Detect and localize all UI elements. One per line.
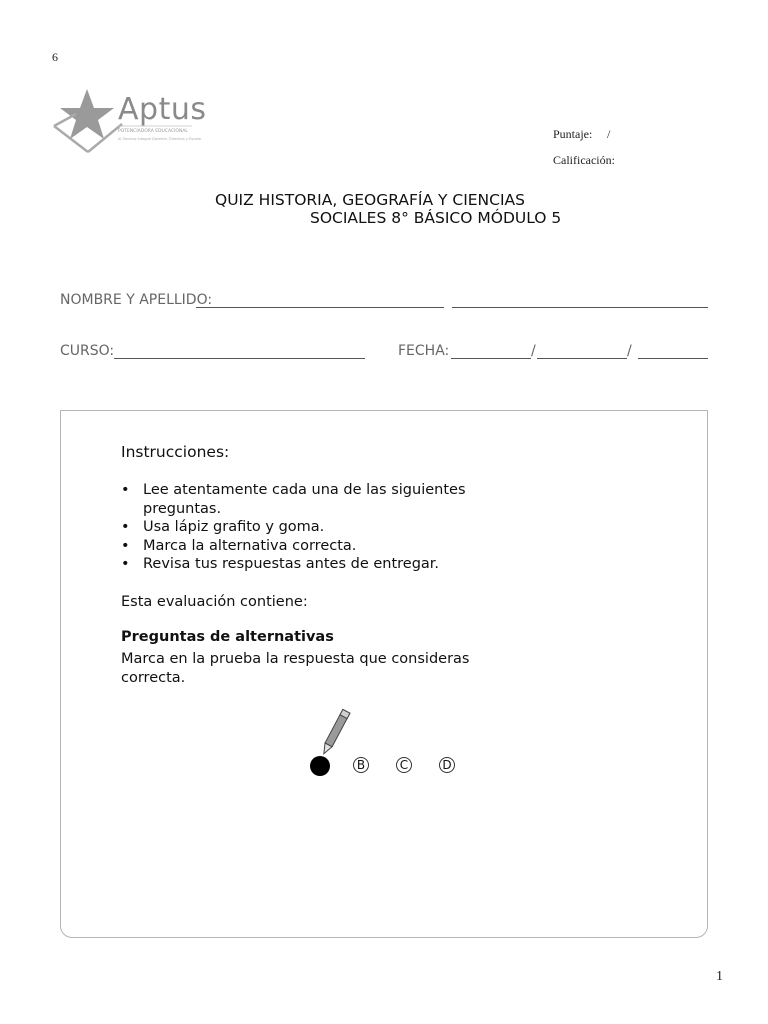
date-month-field[interactable]: [537, 358, 627, 359]
option-d[interactable]: D: [439, 757, 455, 773]
date-field-label: FECHA:: [398, 343, 450, 359]
pencil-icon: [316, 705, 356, 761]
section-text: Marca en la prueba la respuesta que consideras correcta.: [121, 651, 470, 686]
date-day-field[interactable]: [451, 358, 531, 359]
name-field[interactable]: [196, 307, 444, 308]
section-heading: Preguntas de alternativas: [121, 629, 334, 645]
grade-label: Calificación:: [553, 153, 615, 167]
instruction-text: Lee atentamente cada una de las siguientes preguntas.: [143, 482, 466, 517]
page-number-top: 6: [52, 50, 58, 64]
logo-subtagline: Al Servicio Integral Docente, Directivo y Escolar: [118, 137, 202, 141]
list-item: [121, 555, 521, 574]
logo-tagline: POTENCIADORA EDUCACIONAL: [118, 129, 188, 134]
list-item: [121, 537, 521, 556]
bullet: •: [121, 519, 130, 535]
list-item: [121, 518, 521, 537]
date-separator: /: [531, 343, 536, 359]
option-a-filled[interactable]: [310, 756, 330, 776]
bullet: •: [121, 556, 130, 572]
list-item: [121, 481, 521, 518]
quiz-title-line-1: QUIZ HISTORIA, GEOGRAFÍA Y CIENCIAS: [215, 191, 525, 209]
score-label: Puntaje:: [553, 127, 593, 141]
quiz-title-line-2: SOCIALES 8° BÁSICO MÓDULO 5: [310, 209, 562, 227]
course-field[interactable]: [114, 358, 365, 359]
page-number-bottom: 1: [716, 969, 723, 984]
date-year-field[interactable]: [638, 358, 708, 359]
bullet: •: [121, 482, 130, 498]
bullet: •: [121, 537, 130, 554]
date-separator: /: [627, 343, 632, 359]
instruction-list: [121, 481, 521, 574]
name-field-continuation[interactable]: [452, 307, 708, 308]
instruction-text: Marca la alternativa correcta.: [143, 537, 357, 554]
score-separator: /: [607, 127, 611, 141]
instruction-text: Revisa tus respuestas antes de entregar.: [143, 556, 440, 572]
option-b[interactable]: B: [353, 757, 369, 773]
course-field-label: CURSO:: [60, 343, 115, 359]
instructions-title: Instrucciones:: [121, 443, 230, 461]
instruction-text: Usa lápiz grafito y goma.: [143, 519, 325, 535]
name-field-label: NOMBRE Y APELLIDO:: [60, 292, 213, 308]
logo-wordmark: Aptus: [118, 92, 207, 127]
evaluation-contents-text: Esta evaluación contiene:: [121, 594, 308, 610]
option-c[interactable]: C: [396, 757, 412, 773]
